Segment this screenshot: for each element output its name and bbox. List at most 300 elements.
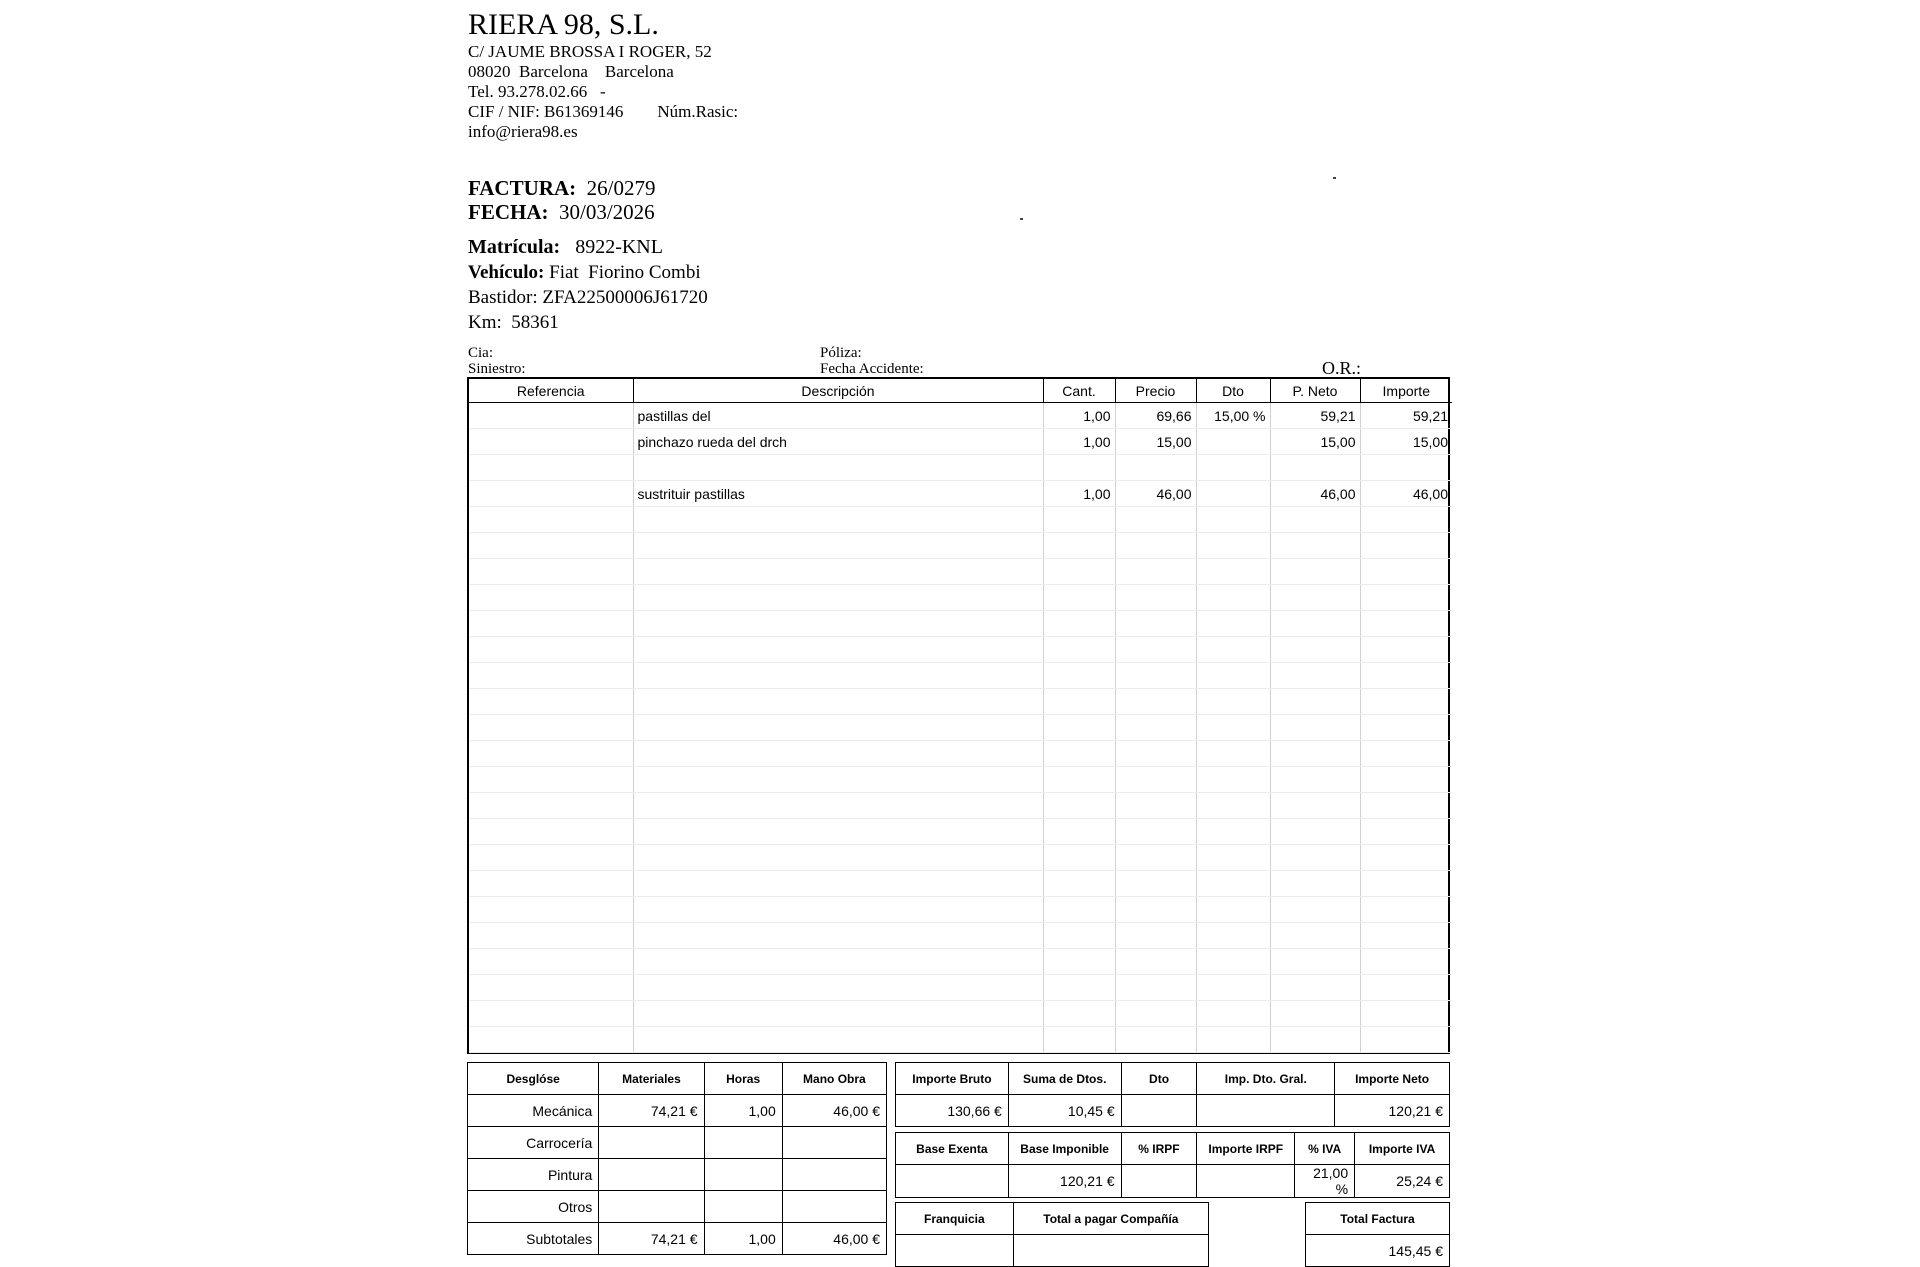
cell-dto	[1196, 923, 1270, 949]
cell-cant	[1043, 741, 1115, 767]
table-row	[469, 403, 1452, 429]
cell-descripcion: pastillas del	[633, 403, 1043, 429]
scan-mark	[1333, 177, 1336, 179]
cell-referencia	[469, 611, 633, 637]
cell-pneto	[1270, 533, 1360, 559]
total-compania-value	[1013, 1235, 1208, 1267]
cell-descripcion	[633, 975, 1043, 1001]
cell-mano-obra	[782, 1191, 886, 1223]
imp-dto-gral-header: Imp. Dto. Gral.	[1197, 1063, 1335, 1095]
cell-dto: 15,00 %	[1196, 403, 1270, 429]
importe-bruto-value: 130,66 €	[896, 1095, 1009, 1127]
cell-mano-obra: 46,00 €	[782, 1223, 886, 1255]
cell-importe	[1360, 793, 1452, 819]
cell-pneto	[1270, 1027, 1360, 1053]
cell-descripcion: sustrituir pastillas	[633, 481, 1043, 507]
table-row	[469, 455, 1452, 481]
cell-horas: 1,00	[704, 1095, 782, 1127]
total-factura-value: 145,45 €	[1306, 1235, 1450, 1267]
vehicle-km: Km: 58361	[468, 312, 559, 333]
company-name: RIERA 98, S.L.	[468, 8, 659, 41]
suma-dtos-header: Suma de Dtos.	[1008, 1063, 1121, 1095]
cell-precio	[1115, 897, 1196, 923]
cell-referencia	[469, 793, 633, 819]
cell-cant	[1043, 689, 1115, 715]
cell-pneto	[1270, 923, 1360, 949]
siniestro-label: Siniestro:	[468, 361, 526, 377]
cell-dto	[1196, 533, 1270, 559]
cell-pneto	[1270, 611, 1360, 637]
table-row	[469, 923, 1452, 949]
cell-referencia	[469, 533, 633, 559]
cell-dto	[1196, 975, 1270, 1001]
cell-precio	[1115, 533, 1196, 559]
cell-precio	[1115, 923, 1196, 949]
cell-precio	[1115, 689, 1196, 715]
vehicle-chassis: Bastidor: ZFA22500006J61720	[468, 287, 708, 308]
cell-referencia	[469, 715, 633, 741]
irpf-pct-header: % IRPF	[1121, 1133, 1197, 1165]
cell-descripcion	[633, 559, 1043, 585]
company-phone: Tel. 93.278.02.66 -	[468, 82, 606, 101]
fecha-accidente-label: Fecha Accidente:	[820, 361, 924, 377]
totals3-header-row	[896, 1203, 1209, 1235]
total-factura-header-row	[1306, 1203, 1450, 1235]
cell-mano-obra: 46,00 €	[782, 1095, 886, 1127]
cell-dto	[1196, 429, 1270, 455]
cell-cant: 1,00	[1043, 481, 1115, 507]
cell-pneto: 46,00	[1270, 481, 1360, 507]
cell-importe	[1360, 1027, 1452, 1053]
cell-importe	[1360, 533, 1452, 559]
cell-dto	[1196, 637, 1270, 663]
totals2-value-row	[896, 1165, 1450, 1198]
totals-iva-table	[895, 1132, 1450, 1198]
col-cant: Cant.	[1043, 379, 1115, 403]
invoice-number	[468, 176, 655, 201]
cell-importe	[1360, 923, 1452, 949]
cell-precio	[1115, 767, 1196, 793]
cell-dto	[1196, 741, 1270, 767]
cell-cant	[1043, 767, 1115, 793]
cell-descripcion	[633, 741, 1043, 767]
cell-precio	[1115, 507, 1196, 533]
cell-materiales	[599, 1159, 704, 1191]
cell-cant	[1043, 715, 1115, 741]
scan-mark	[1020, 218, 1023, 220]
cell-importe	[1360, 637, 1452, 663]
cell-importe	[1360, 715, 1452, 741]
base-imponible-header: Base Imponible	[1008, 1133, 1121, 1165]
cell-pneto	[1270, 871, 1360, 897]
cell-referencia	[469, 897, 633, 923]
cell-referencia	[469, 663, 633, 689]
fecha-label: FECHA:	[468, 200, 549, 224]
cell-cant	[1043, 507, 1115, 533]
cell-cant	[1043, 845, 1115, 871]
cell-pneto	[1270, 897, 1360, 923]
cell-descripcion	[633, 637, 1043, 663]
factura-value: 26/0279	[586, 176, 656, 200]
company-email: info@riera98.es	[468, 122, 578, 141]
cell-descripcion: pinchazo rueda del drch	[633, 429, 1043, 455]
cell-importe	[1360, 689, 1452, 715]
cell-precio	[1115, 741, 1196, 767]
table-row	[469, 429, 1452, 455]
cell-precio	[1115, 949, 1196, 975]
cell-dto	[1196, 1001, 1270, 1027]
matricula-value: 8922-KNL	[575, 236, 663, 258]
cell-importe	[1360, 1001, 1452, 1027]
cell-precio	[1115, 455, 1196, 481]
cell-importe	[1360, 975, 1452, 1001]
matricula-label: Matrícula:	[468, 236, 561, 258]
cell-descripcion	[633, 455, 1043, 481]
importe-irpf-value	[1197, 1165, 1295, 1198]
cell-desglose-label: Otros	[468, 1191, 599, 1223]
cell-dto	[1196, 871, 1270, 897]
cell-referencia	[469, 637, 633, 663]
cell-precio	[1115, 1001, 1196, 1027]
table-row	[469, 741, 1452, 767]
cell-referencia	[469, 975, 633, 1001]
dto-value	[1121, 1095, 1197, 1127]
cell-desglose-label: Carrocería	[468, 1127, 599, 1159]
fecha-value: 30/03/2026	[559, 200, 655, 224]
importe-irpf-header: Importe IRPF	[1197, 1133, 1295, 1165]
cell-horas	[704, 1159, 782, 1191]
cell-mano-obra	[782, 1127, 886, 1159]
cell-cant	[1043, 793, 1115, 819]
cell-descripcion	[633, 611, 1043, 637]
cell-mano-obra	[782, 1159, 886, 1191]
importe-neto-value: 120,21 €	[1335, 1095, 1450, 1127]
cell-referencia	[469, 1001, 633, 1027]
cell-importe	[1360, 949, 1452, 975]
importe-iva-header: Importe IVA	[1355, 1133, 1450, 1165]
cell-cant	[1043, 533, 1115, 559]
cell-cant	[1043, 897, 1115, 923]
cell-importe	[1360, 507, 1452, 533]
col-dto: Dto	[1196, 379, 1270, 403]
company-address: C/ JAUME BROSSA I ROGER, 52	[468, 42, 712, 61]
cell-cant: 1,00	[1043, 403, 1115, 429]
cell-dto	[1196, 481, 1270, 507]
table-row	[469, 819, 1452, 845]
cell-cant	[1043, 949, 1115, 975]
cell-referencia	[469, 949, 633, 975]
table-row	[469, 481, 1452, 507]
company-cif: CIF / NIF: B61369146 Núm.Rasic:	[468, 102, 739, 121]
cell-importe	[1360, 871, 1452, 897]
table-row	[469, 559, 1452, 585]
desglose-table	[467, 1062, 887, 1255]
table-row	[469, 533, 1452, 559]
cell-pneto	[1270, 637, 1360, 663]
cell-pneto	[1270, 1001, 1360, 1027]
vehicle-model	[468, 262, 701, 284]
table-row	[469, 585, 1452, 611]
cell-pneto: 15,00	[1270, 429, 1360, 455]
table-row	[469, 715, 1452, 741]
cell-cant	[1043, 1027, 1115, 1053]
cell-importe	[1360, 611, 1452, 637]
vehicle-plate	[468, 236, 663, 259]
franquicia-table	[895, 1202, 1209, 1267]
cell-descripcion	[633, 663, 1043, 689]
cell-descripcion	[633, 1001, 1043, 1027]
desglose-header-row	[468, 1063, 887, 1095]
cell-referencia	[469, 585, 633, 611]
cell-dto	[1196, 507, 1270, 533]
cell-materiales: 74,21 €	[599, 1223, 704, 1255]
cell-referencia	[469, 507, 633, 533]
poliza-label: Póliza:	[820, 345, 862, 361]
cell-precio	[1115, 559, 1196, 585]
cell-referencia	[469, 741, 633, 767]
cell-dto	[1196, 1027, 1270, 1053]
cell-horas	[704, 1127, 782, 1159]
cell-importe	[1360, 663, 1452, 689]
desglose-row	[468, 1159, 887, 1191]
total-factura-header: Total Factura	[1306, 1203, 1450, 1235]
iva-pct-value: 21,00 %	[1295, 1165, 1355, 1198]
suma-dtos-value: 10,45 €	[1008, 1095, 1121, 1127]
cell-importe: 46,00	[1360, 481, 1452, 507]
franquicia-header: Franquicia	[896, 1203, 1014, 1235]
cell-cant	[1043, 637, 1115, 663]
table-row	[469, 871, 1452, 897]
cell-cant	[1043, 871, 1115, 897]
mano-obra-header: Mano Obra	[782, 1063, 886, 1095]
cell-referencia	[469, 819, 633, 845]
table-row	[469, 949, 1452, 975]
invoice-date	[468, 200, 655, 225]
col-importe: Importe	[1360, 379, 1452, 403]
cell-descripcion	[633, 949, 1043, 975]
cell-cant	[1043, 819, 1115, 845]
cell-precio	[1115, 845, 1196, 871]
table-row	[469, 611, 1452, 637]
cell-importe	[1360, 455, 1452, 481]
importe-neto-header: Importe Neto	[1335, 1063, 1450, 1095]
cell-cant	[1043, 559, 1115, 585]
table-row	[469, 975, 1452, 1001]
col-precio: Precio	[1115, 379, 1196, 403]
cell-materiales	[599, 1191, 704, 1223]
franquicia-value	[896, 1235, 1014, 1267]
vehiculo-label: Vehículo:	[468, 262, 545, 283]
cell-dto	[1196, 793, 1270, 819]
cell-cant	[1043, 663, 1115, 689]
imp-dto-gral-value	[1197, 1095, 1335, 1127]
cell-precio	[1115, 637, 1196, 663]
cell-descripcion	[633, 533, 1043, 559]
irpf-pct-value	[1121, 1165, 1197, 1198]
cell-precio: 15,00	[1115, 429, 1196, 455]
cell-pneto: 59,21	[1270, 403, 1360, 429]
items-header-row	[469, 379, 1452, 403]
cell-precio	[1115, 975, 1196, 1001]
table-row	[469, 845, 1452, 871]
iva-pct-header: % IVA	[1295, 1133, 1355, 1165]
cell-dto	[1196, 663, 1270, 689]
cell-referencia	[469, 559, 633, 585]
cell-desglose-label: Pintura	[468, 1159, 599, 1191]
cell-pneto	[1270, 793, 1360, 819]
materiales-header: Materiales	[599, 1063, 704, 1095]
cell-descripcion	[633, 897, 1043, 923]
cell-referencia	[469, 871, 633, 897]
cell-pneto	[1270, 585, 1360, 611]
cell-importe	[1360, 767, 1452, 793]
factura-label: FACTURA:	[468, 176, 577, 200]
table-row	[469, 767, 1452, 793]
col-pneto: P. Neto	[1270, 379, 1360, 403]
horas-header: Horas	[704, 1063, 782, 1095]
company-header	[468, 8, 738, 142]
totals1-header-row	[896, 1063, 1450, 1095]
cell-importe	[1360, 819, 1452, 845]
desglose-row	[468, 1223, 887, 1255]
cell-dto	[1196, 585, 1270, 611]
table-row	[469, 663, 1452, 689]
cell-pneto	[1270, 819, 1360, 845]
base-imponible-value: 120,21 €	[1008, 1165, 1121, 1198]
cell-horas	[704, 1191, 782, 1223]
vehiculo-value: Fiat Fiorino Combi	[549, 262, 701, 283]
table-row	[469, 507, 1452, 533]
cell-referencia	[469, 767, 633, 793]
total-factura-value-row	[1306, 1235, 1450, 1267]
cell-referencia	[469, 481, 633, 507]
cell-descripcion	[633, 507, 1043, 533]
cell-cant: 1,00	[1043, 429, 1115, 455]
cell-precio	[1115, 819, 1196, 845]
cell-referencia	[469, 429, 633, 455]
cell-precio: 46,00	[1115, 481, 1196, 507]
cell-cant	[1043, 1001, 1115, 1027]
cell-dto	[1196, 455, 1270, 481]
cell-materiales	[599, 1127, 704, 1159]
cell-pneto	[1270, 507, 1360, 533]
table-row	[469, 1001, 1452, 1027]
cell-descripcion	[633, 585, 1043, 611]
cell-descripcion	[633, 767, 1043, 793]
cell-precio	[1115, 663, 1196, 689]
cell-pneto	[1270, 845, 1360, 871]
cell-precio	[1115, 585, 1196, 611]
cell-referencia	[469, 403, 633, 429]
or-label: O.R.:	[1322, 358, 1362, 378]
cell-referencia	[469, 845, 633, 871]
cell-importe	[1360, 741, 1452, 767]
cell-descripcion	[633, 819, 1043, 845]
cell-cant	[1043, 975, 1115, 1001]
col-descripcion: Descripción	[633, 379, 1043, 403]
cell-referencia	[469, 455, 633, 481]
company-city: 08020 Barcelona Barcelona	[468, 62, 674, 81]
desglose-header: Desglóse	[468, 1063, 599, 1095]
importe-iva-value: 25,24 €	[1355, 1165, 1450, 1198]
cia-label: Cia:	[468, 345, 493, 361]
cell-descripcion	[633, 689, 1043, 715]
cell-pneto	[1270, 975, 1360, 1001]
cell-materiales: 74,21 €	[599, 1095, 704, 1127]
desglose-row	[468, 1095, 887, 1127]
cell-descripcion	[633, 715, 1043, 741]
cell-descripcion	[633, 1027, 1043, 1053]
cell-importe	[1360, 845, 1452, 871]
total-factura-table	[1305, 1202, 1450, 1267]
table-row	[469, 793, 1452, 819]
base-exenta-header: Base Exenta	[896, 1133, 1009, 1165]
table-row	[469, 637, 1452, 663]
cell-dto	[1196, 897, 1270, 923]
cell-desglose-label: Mecánica	[468, 1095, 599, 1127]
cell-descripcion	[633, 923, 1043, 949]
cell-dto	[1196, 767, 1270, 793]
importe-bruto-header: Importe Bruto	[896, 1063, 1009, 1095]
cell-dto	[1196, 689, 1270, 715]
table-row	[469, 897, 1452, 923]
cell-dto	[1196, 845, 1270, 871]
cell-cant	[1043, 611, 1115, 637]
cell-importe	[1360, 897, 1452, 923]
desglose-row	[468, 1127, 887, 1159]
cell-precio	[1115, 715, 1196, 741]
total-compania-header: Total a pagar Compañía	[1013, 1203, 1208, 1235]
items-table	[467, 377, 1450, 1054]
cell-desglose-label: Subtotales	[468, 1223, 599, 1255]
cell-pneto	[1270, 767, 1360, 793]
cell-cant	[1043, 585, 1115, 611]
dto-header: Dto	[1121, 1063, 1197, 1095]
cell-pneto	[1270, 455, 1360, 481]
cell-dto	[1196, 611, 1270, 637]
cell-horas: 1,00	[704, 1223, 782, 1255]
col-referencia: Referencia	[469, 379, 633, 403]
cell-importe: 59,21	[1360, 403, 1452, 429]
cell-pneto	[1270, 559, 1360, 585]
cell-dto	[1196, 819, 1270, 845]
cell-precio	[1115, 871, 1196, 897]
totals3-value-row	[896, 1235, 1209, 1267]
cell-precio	[1115, 1027, 1196, 1053]
cell-precio	[1115, 793, 1196, 819]
cell-dto	[1196, 715, 1270, 741]
cell-pneto	[1270, 663, 1360, 689]
cell-referencia	[469, 689, 633, 715]
cell-pneto	[1270, 715, 1360, 741]
cell-pneto	[1270, 741, 1360, 767]
cell-precio: 69,66	[1115, 403, 1196, 429]
cell-cant	[1043, 923, 1115, 949]
cell-descripcion	[633, 793, 1043, 819]
table-row	[469, 689, 1452, 715]
cell-importe	[1360, 559, 1452, 585]
cell-importe	[1360, 585, 1452, 611]
desglose-row	[468, 1191, 887, 1223]
cell-precio	[1115, 611, 1196, 637]
cell-cant	[1043, 455, 1115, 481]
cell-descripcion	[633, 845, 1043, 871]
cell-pneto	[1270, 689, 1360, 715]
cell-dto	[1196, 949, 1270, 975]
base-exenta-value	[896, 1165, 1009, 1198]
cell-descripcion	[633, 871, 1043, 897]
totals-bruto-table	[895, 1062, 1450, 1127]
